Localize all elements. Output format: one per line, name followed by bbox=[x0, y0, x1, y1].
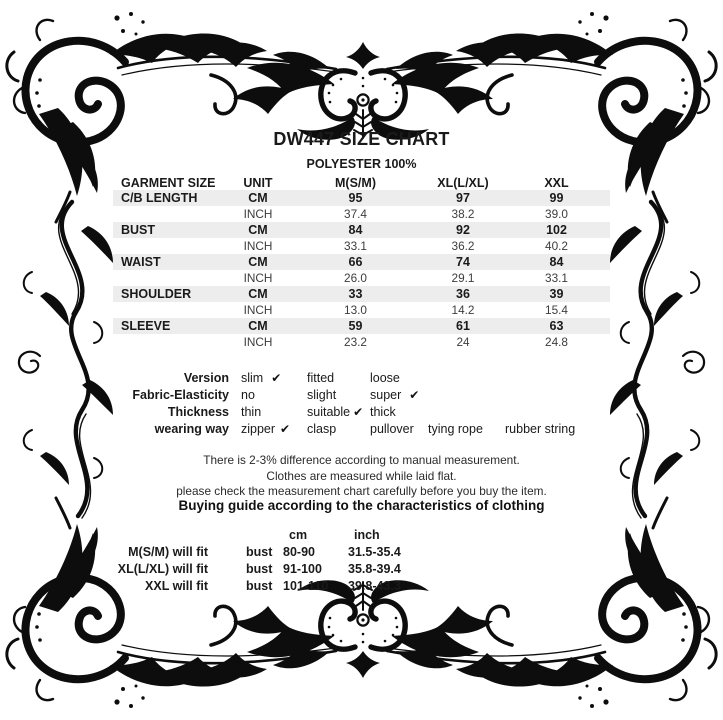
header-size-xl: XL(L/XL) bbox=[437, 175, 489, 190]
option: thin bbox=[241, 405, 262, 419]
check-icon: ✔ bbox=[271, 371, 282, 385]
fabric-subtitle: POLYESTER 100% bbox=[306, 157, 417, 171]
option: thick bbox=[370, 405, 396, 419]
attribute-row-thickness: Thickness thin suitable ✔ thick bbox=[113, 404, 613, 421]
option: fitted bbox=[307, 371, 335, 385]
option: slim ✔ bbox=[241, 371, 282, 385]
option: tying rope bbox=[428, 422, 483, 436]
table-row: INCH 26.0 29.1 33.1 bbox=[243, 271, 568, 285]
page-title: DW447 SIZE CHART bbox=[273, 129, 450, 149]
option: suitable ✔ bbox=[307, 405, 364, 419]
table-row: WAIST CM 66 74 84 bbox=[113, 254, 610, 270]
fit-guide-table bbox=[113, 527, 438, 595]
attribute-row-wearing-way: wearing way zipper ✔ clasp pullover tying rope rubber string bbox=[113, 421, 613, 438]
check-icon: ✔ bbox=[409, 388, 420, 402]
table-row: BUST CM 84 92 102 bbox=[113, 222, 610, 238]
option: super ✔ bbox=[370, 388, 420, 402]
fit-guide-header bbox=[113, 527, 438, 544]
header-size-m: M(S/M) bbox=[335, 175, 376, 190]
fit-guide-row: XL(L/XL) will fit bust 91-100 35.8-39.4 bbox=[117, 562, 401, 576]
option: pullover bbox=[370, 422, 414, 436]
table-row: INCH 13.0 14.2 15.4 bbox=[243, 303, 568, 317]
option: zipper ✔ bbox=[241, 422, 291, 436]
attribute-checklist bbox=[113, 370, 613, 438]
check-icon: ✔ bbox=[353, 405, 364, 419]
table-row: INCH 23.2 24 24.8 bbox=[243, 335, 568, 349]
measurement-notes bbox=[0, 453, 723, 500]
note-line: Clothes are measured while laid flat. bbox=[266, 468, 457, 483]
fit-guide-row: M(S/M) will fit bust 80-90 31.5-35.4 bbox=[128, 545, 401, 559]
table-row: INCH 37.4 38.2 39.0 bbox=[243, 207, 568, 221]
size-measurement-table bbox=[113, 175, 610, 350]
header-inch: inch bbox=[354, 528, 380, 542]
option: no bbox=[241, 388, 255, 402]
option: slight bbox=[307, 388, 337, 402]
header-size-xxl: XXL bbox=[544, 175, 569, 190]
note-line: please check the measurement chart carefully before you buy the item. bbox=[176, 484, 547, 498]
header-garment-size: GARMENT SIZE bbox=[121, 175, 216, 190]
table-header-row bbox=[113, 175, 610, 190]
table-row: C/B LENGTH CM 95 97 99 bbox=[113, 190, 610, 206]
check-icon: ✔ bbox=[280, 422, 291, 436]
attribute-row-elasticity: Fabric-Elasticity no slight super ✔ bbox=[113, 387, 613, 404]
fit-guide-row: XXL will fit bust 101-110 39.8-43.3 bbox=[145, 579, 401, 593]
header-cm: cm bbox=[289, 528, 308, 542]
header-unit: UNIT bbox=[243, 175, 273, 190]
attribute-row-version: Version slim ✔ fitted loose bbox=[113, 370, 613, 387]
option: loose bbox=[370, 371, 400, 385]
buying-guide-title: Buying guide according to the characteristics of clothing bbox=[178, 498, 545, 513]
option: clasp bbox=[307, 422, 337, 436]
table-row: INCH 33.1 36.2 40.2 bbox=[243, 239, 568, 253]
note-line: There is 2-3% difference according to manual measurement. bbox=[203, 453, 520, 467]
table-row: SHOULDER CM 33 36 39 bbox=[113, 286, 610, 302]
option: rubber string bbox=[505, 422, 576, 436]
table-row: SLEEVE CM 59 61 63 bbox=[113, 318, 610, 334]
